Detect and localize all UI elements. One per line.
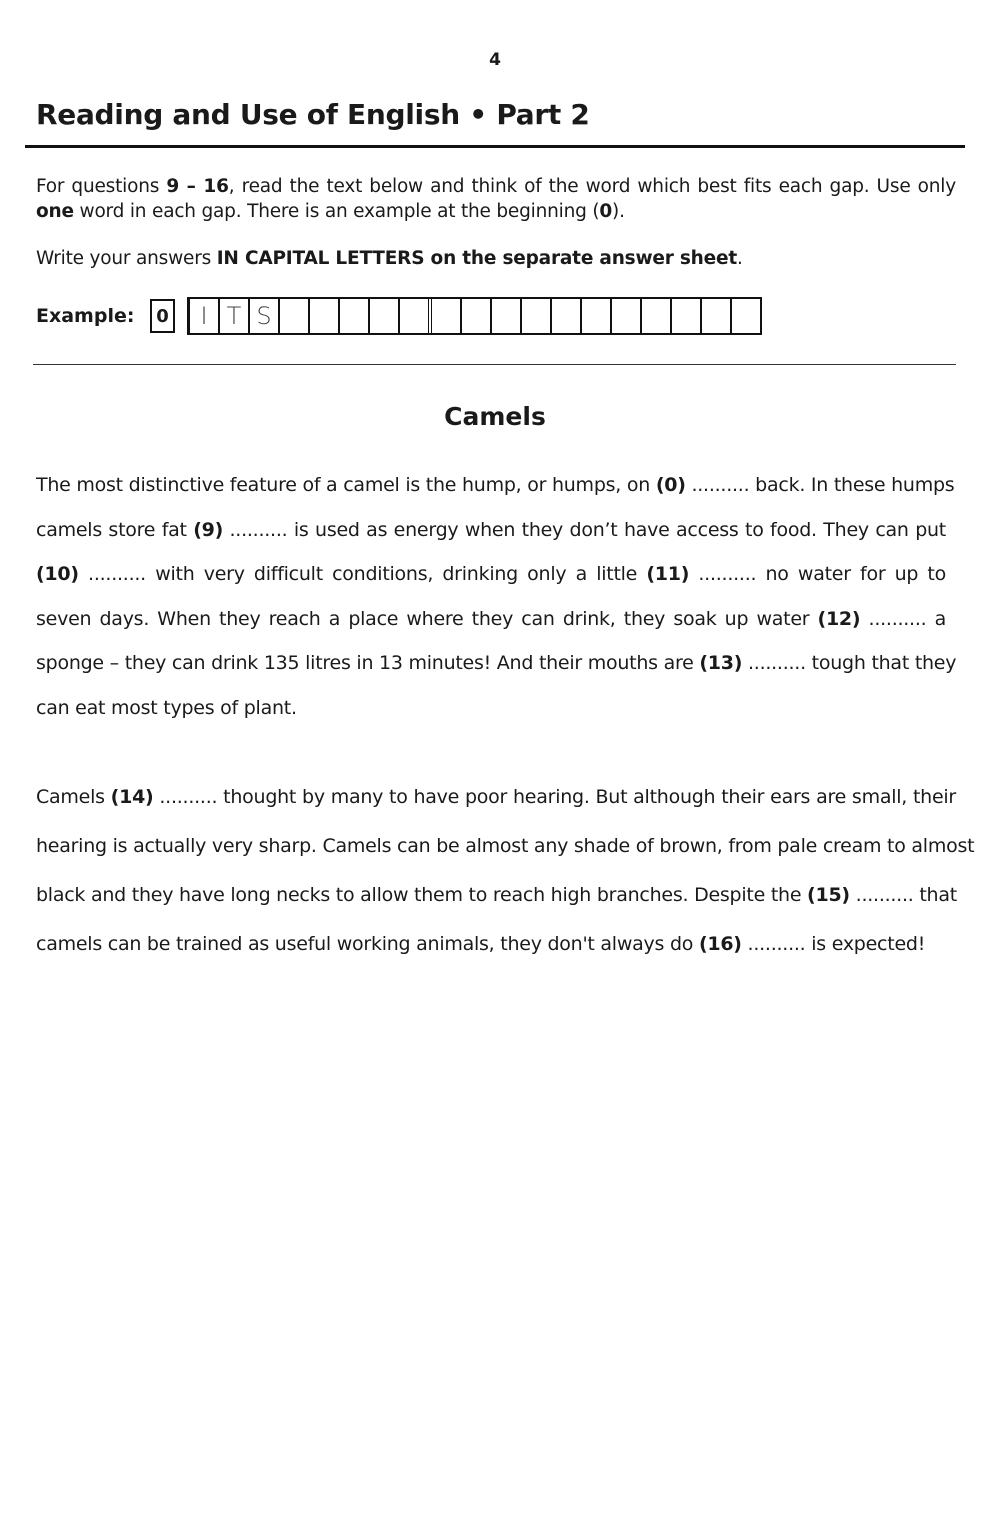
- text-line: camels can be trained as useful working animals, they don't always do (16) .......... is expected!: [36, 933, 926, 955]
- gap-number: (13): [699, 652, 743, 674]
- paragraph-2: [36, 773, 975, 969]
- instructions: [36, 174, 956, 293]
- answer-letter-cell: [610, 299, 640, 333]
- answer-letter-cell: [640, 299, 670, 333]
- paragraph-1: [36, 463, 957, 730]
- text-line: can eat most types of plant.: [36, 696, 297, 719]
- answer-letter-cell: [550, 299, 580, 333]
- instruction-line-2: Write your answers IN CAPITAL LETTERS on the separate answer sheet.: [36, 248, 743, 269]
- section-divider: [33, 364, 956, 365]
- answer-letter-cell: [490, 299, 520, 333]
- example-row: [36, 296, 762, 336]
- answer-letter-cell: [308, 299, 338, 333]
- text-title: Camels: [444, 402, 546, 431]
- gap-number: (10): [36, 563, 79, 585]
- answer-letter-cell: [428, 299, 460, 333]
- gap-number: (11): [646, 563, 690, 585]
- answer-letter-cell: [278, 299, 308, 333]
- instruction-line-1: For questions 9 – 16, read the text below and think of the word which best fits each gap. Use only one word in each gap. There is an example at the beginning (0).: [36, 176, 956, 222]
- title-divider: [25, 145, 965, 148]
- answer-letter-cell: [580, 299, 610, 333]
- text-line: black and they have long necks to allow them to reach high branches. Despite the (15) .......... that: [36, 884, 957, 906]
- text-line: seven days. When they reach a place where they can drink, they soak up water (12) .......... a: [36, 607, 947, 630]
- text-line: hearing is actually very sharp. Camels can be almost any shade of brown, from pale cream to almost: [36, 835, 975, 857]
- answer-letter-cell: [520, 299, 550, 333]
- gap-number: (15): [807, 884, 850, 906]
- answer-letter-cell: I: [188, 299, 218, 333]
- answer-letter-cell: [730, 299, 760, 333]
- answer-letter-cell: [398, 299, 428, 333]
- text-line: sponge – they can drink 135 litres in 13 minutes! And their mouths are (13) .......... tough that they: [36, 652, 957, 674]
- gap-number: (14): [110, 786, 154, 808]
- gap-number: (0): [655, 474, 686, 496]
- answer-letter-cell: [368, 299, 398, 333]
- example-answer-grid: [187, 297, 762, 335]
- answer-letter-cell: S: [248, 299, 278, 333]
- page-number: 4: [489, 50, 501, 70]
- answer-letter-cell: [700, 299, 730, 333]
- answer-letter-cell: [460, 299, 490, 333]
- gap-number: (12): [817, 607, 861, 630]
- example-label: Example:: [36, 305, 135, 327]
- answer-letter-cell: [670, 299, 700, 333]
- answer-letter-cell: T: [218, 299, 248, 333]
- text-line: camels store fat (9) .......... is used as energy when they don’t have access to food. They can put: [36, 518, 946, 541]
- answer-letter-cell: [338, 299, 368, 333]
- gap-number: (9): [193, 518, 224, 541]
- text-line: (10) .......... with very difficult conditions, drinking only a little (11) .......... no water for up to: [36, 563, 947, 585]
- example-number-box: 0: [150, 299, 175, 333]
- text-line: The most distinctive feature of a camel is the hump, or humps, on (0) .......... back. In these humps: [36, 474, 955, 496]
- text-line: Camels (14) .......... thought by many to have poor hearing. But although their ears are small, their: [36, 786, 956, 808]
- gap-number: (16): [698, 933, 742, 955]
- page-title: Reading and Use of English • Part 2: [36, 98, 590, 131]
